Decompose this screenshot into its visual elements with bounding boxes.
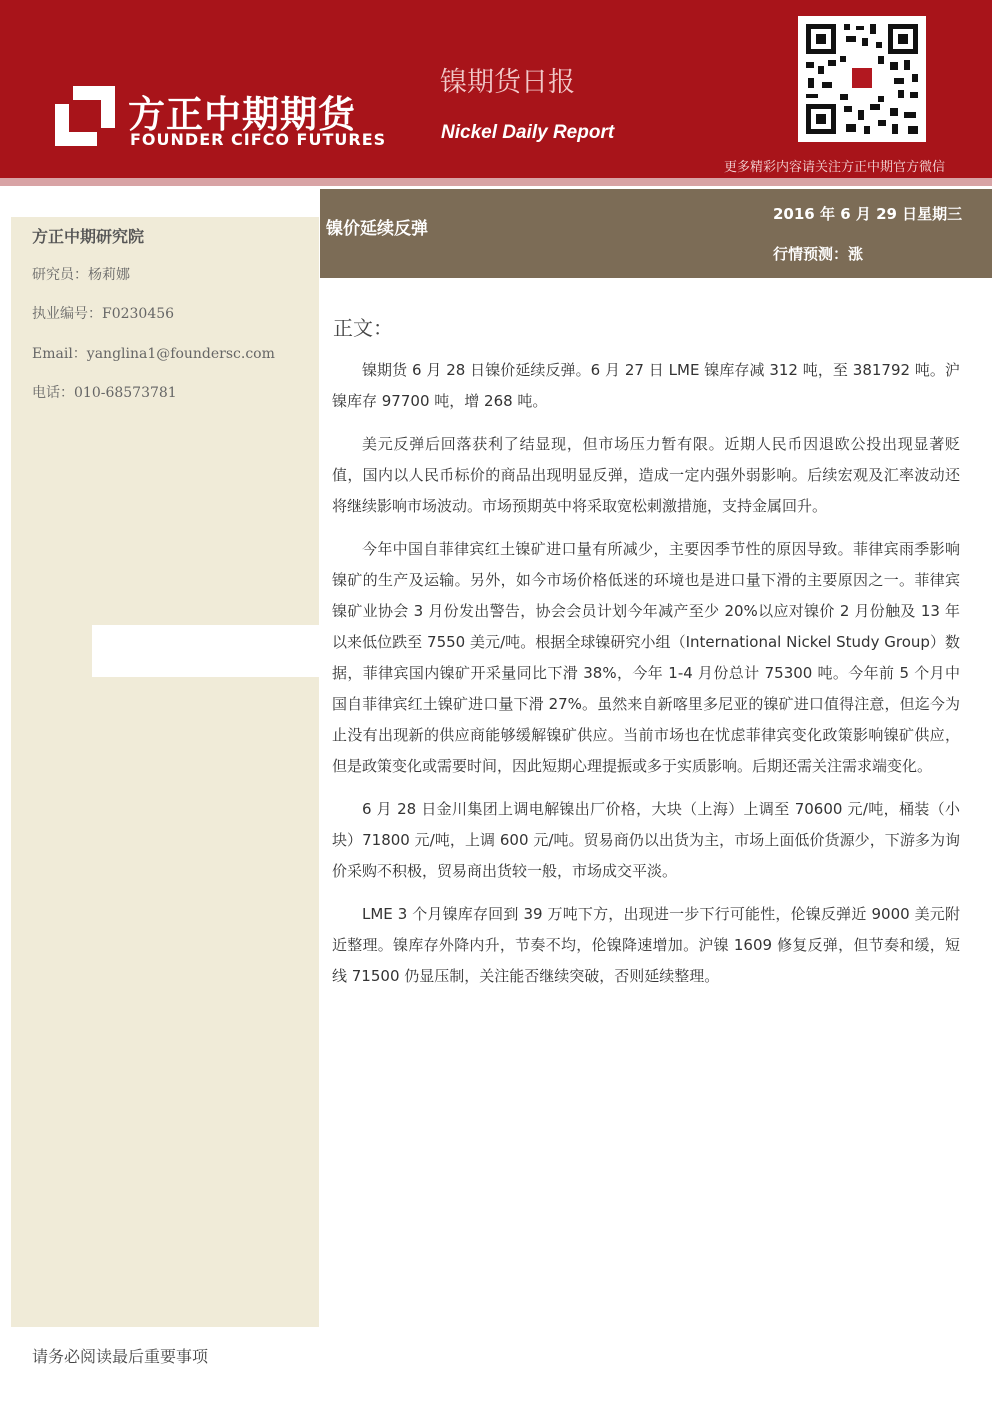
article-paragraph: 今年中国自菲律宾红土镍矿进口量有所减少，主要因季节性的原因导致。菲律宾雨季影响镍矿的生产及运输。另外，如今市场价格低迷的环境也是进口量下滑的主要原因之一。菲律宾镍矿业协会 3 月份发出警告，协会会员计划今年减产至少 20%以应对镍价 2 月份触及 13 年以来低位跌至 7550 美元/吨。根据全球镍研究小组（International Nickel Study Group）数据，菲律宾国内镍矿开采量同比下滑 38%，今年 1-4 月份总计 75300 吨。今年前 5 个月中国自菲律宾红土镍矿进口量下滑 27%。虽然来自新喀里多尼亚的镍矿进口值得注意，但迄今为止没有出现新的供应商能够缓解镍矿供应。当前市场也在忧虑菲律宾变化政策影响镍矿供应，但是政策变化或需要时间，因此短期心理提振或多于实质影响。后期还需关注需求端变化。 [332, 540, 960, 775]
article-paragraph: 镍期货 6 月 28 日镍价延续反弹。6 月 27 日 LME 镍库存减 312 吨，至 381792 吨。沪镍库存 97700 吨，增 268 吨。 [332, 361, 960, 410]
qr-caption: 更多精彩内容请关注方正中期官方微信 [724, 160, 946, 175]
report-date: 2016 年 6 月 29 日星期三 [773, 205, 963, 223]
body-heading: 正文： [333, 316, 393, 340]
header-divider [0, 178, 992, 186]
article-paragraph: 6 月 28 日金川集团上调电解镍出厂价格，大块（上海）上调至 70600 元/吨，桶装（小块）71800 元/吨，上调 600 元/吨。贸易商仍以出货为主，市场上面低价货源少，下游多为询价采购不积极，贸易商出货较一般，市场成交平淡。 [332, 800, 960, 880]
disclaimer-note: 请务必阅读最后重要事项 [32, 1347, 209, 1366]
report-headline: 镍价延续反弹 [326, 219, 428, 239]
research-institute: 方正中期研究院 [32, 227, 145, 246]
report-title-en: Nickel Daily Report [441, 122, 615, 143]
article-paragraph: 美元反弹后回落获利了结显现，但市场压力暂有限。近期人民币因退欧公投出现显著贬值，国内以人民币标价的商品出现明显反弹，造成一定内强外弱影响。后续宏观及汇率波动还将继续影响市场波动。市场预期英中将采取宽松刺激措施，支持金属回升。 [332, 435, 960, 515]
report-title-cn: 镍期货日报 [440, 67, 575, 98]
company-name-en: FOUNDER CIFCO FUTURES [130, 130, 387, 149]
article-body [332, 355, 960, 1004]
analyst-email: Email：yanglina1@foundersc.com [32, 346, 275, 362]
analyst-name: 研究员：杨莉娜 [32, 267, 130, 283]
company-name-cn: 方正中期期货 [128, 93, 356, 136]
article-paragraph: LME 3 个月镍库存回到 39 万吨下方，出现进一步下行可能性，伦镍反弹近 9000 美元附近整理。镍库存外降内升，节奏不均，伦镍降速增加。沪镍 1609 修复反弹，但节奏和缓，短线 71500 仍显压制，关注能否继续突破，否则延续整理。 [332, 905, 960, 985]
sidebar-gap [92, 625, 320, 677]
wechat-qr-code-icon [798, 16, 926, 142]
analyst-phone: 电话：010-68573781 [32, 385, 177, 401]
license-number: 执业编号：F0230456 [32, 306, 175, 322]
market-forecast: 行情预测：涨 [773, 245, 864, 263]
founder-logo-icon [55, 86, 115, 146]
